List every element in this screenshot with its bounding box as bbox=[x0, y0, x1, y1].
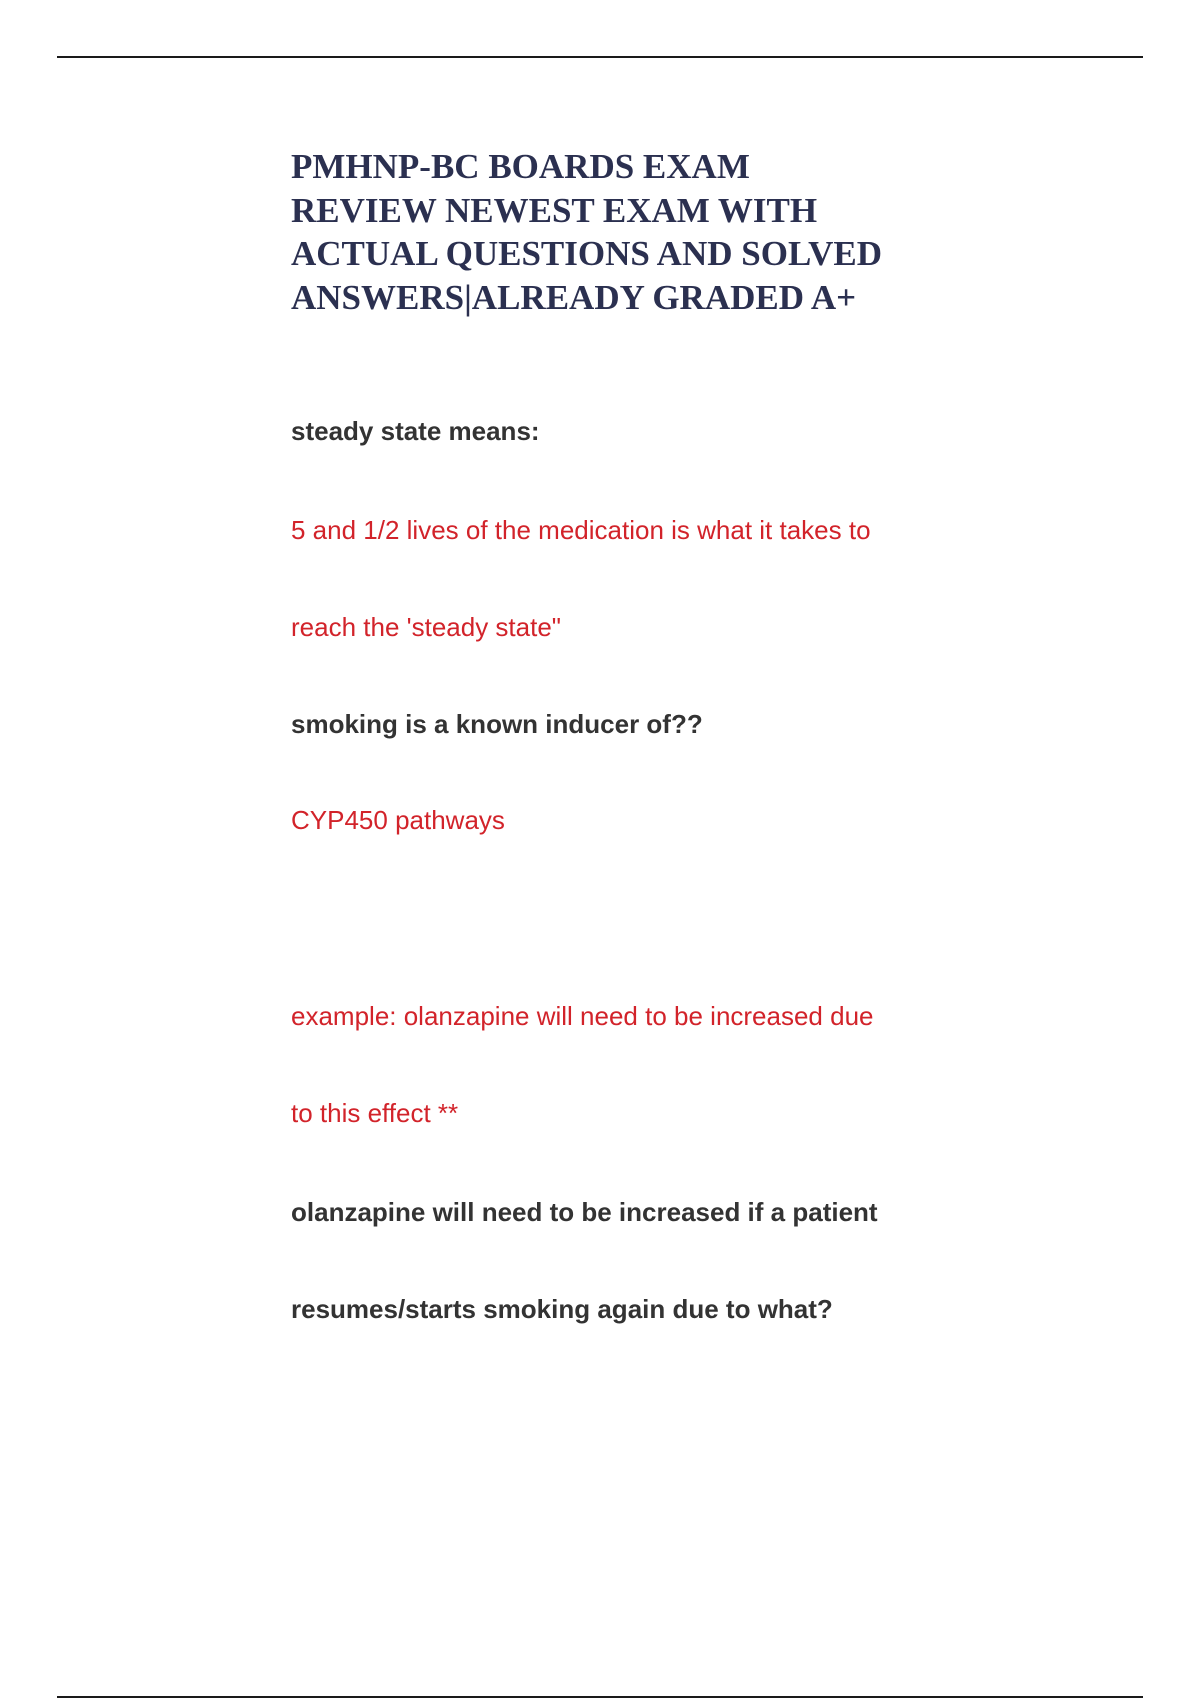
title-line-2: REVIEW NEWEST EXAM WITH bbox=[291, 190, 818, 230]
answer-example-line-2: to this effect ** bbox=[291, 1098, 459, 1128]
footer-rule bbox=[57, 1696, 1143, 1698]
title-line-1: PMHNP-BC BOARDS EXAM bbox=[291, 147, 750, 186]
question-olanzapine-line-2: resumes/starts smoking again due to what? bbox=[291, 1294, 833, 1324]
answer-steady-state-line-2: reach the 'steady state" bbox=[291, 612, 562, 642]
answer-cyp450: CYP450 pathways bbox=[291, 805, 505, 835]
answer-example-line-1: example: olanzapine will need to be increased due bbox=[291, 1001, 874, 1031]
document-title bbox=[291, 145, 971, 319]
answer-steady-state-line-1: 5 and 1/2 lives of the medication is what it takes to bbox=[291, 515, 871, 545]
title-line-3: ACTUAL QUESTIONS AND SOLVED bbox=[291, 234, 882, 273]
title-line-4: ANSWERS|ALREADY GRADED A+ bbox=[291, 277, 857, 317]
question-smoking-inducer: smoking is a known inducer of?? bbox=[291, 709, 703, 739]
question-olanzapine-line-1: olanzapine will need to be increased if a patient bbox=[291, 1197, 878, 1227]
header-rule bbox=[57, 56, 1143, 58]
question-steady-state: steady state means: bbox=[291, 416, 540, 446]
